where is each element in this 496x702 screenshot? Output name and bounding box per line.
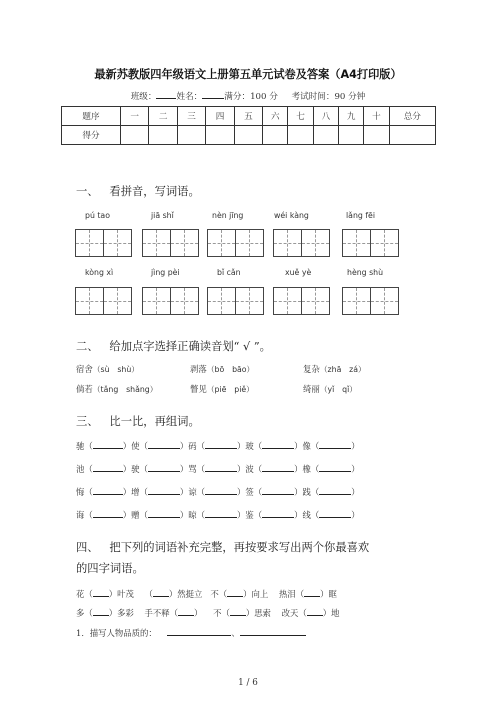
section-4-heading [76,539,369,555]
reading-choice [303,383,357,395]
answer-blank[interactable] [240,627,306,636]
writing-grid[interactable] [207,287,264,315]
section-number: 四、 [76,541,99,554]
compare-row: 诲（ ）赠（ ）晾（ ）鉴（ ）线（ ） [76,510,360,520]
writing-grid[interactable] [342,229,399,257]
answer-blank[interactable] [205,486,237,495]
page-number: 1 / 6 [238,678,258,688]
choice-word: 绮丽 [303,384,320,394]
class-blank [156,89,176,99]
section-title: 比一比，再组词。 [109,415,200,428]
char: 波 [245,464,254,474]
question-label: 1．描写人物品质的： [76,628,157,638]
score-cell [389,126,435,145]
answer-blank[interactable] [93,607,109,616]
writing-grid[interactable] [75,229,132,257]
score-table-header [62,107,436,126]
compare-row: 驰（ ）使（ ）码（ ）玻（ ）像（ ） [76,441,360,451]
char: 橡 [302,464,311,474]
answer-blank[interactable] [93,588,109,597]
pinyin-label: jìng pèi [151,268,180,277]
answer-blank[interactable] [262,463,294,472]
name-blank [202,89,224,99]
reading-choice [303,363,366,375]
char: 骂 [188,464,197,474]
section-1-heading [76,183,200,199]
answer-blank[interactable] [262,486,294,495]
answer-blank[interactable] [205,509,237,518]
char: 驰 [76,441,85,451]
score-cell [234,126,262,145]
header-cell: 一 [120,107,148,126]
exam-info [0,89,496,102]
answer-blank[interactable] [230,607,246,616]
char: 码 [188,441,197,451]
choice-word: 复杂 [303,364,320,374]
header-cell: 三 [177,107,205,126]
answer-blank[interactable] [319,486,351,495]
char: 线 [302,510,311,520]
answer-blank[interactable] [148,463,180,472]
idiom-part: 思索 [254,608,271,618]
choice-word: 瞥见 [190,384,207,394]
answer-blank[interactable] [93,509,123,518]
choice-options[interactable]: （sù shù） [92,365,140,374]
answer-blank[interactable] [93,463,123,472]
score-label: 满分：100 分 [224,92,278,102]
name-label: 姓名： [176,92,203,102]
score-cell [339,126,364,145]
score-cell [149,126,177,145]
score-cell [263,126,288,145]
answer-blank[interactable] [304,588,320,597]
answer-blank[interactable] [307,607,323,616]
reading-choice [190,383,254,395]
pinyin-label: nèn jīng [212,211,244,220]
section-number: 一、 [76,185,99,198]
section-number: 二、 [76,340,99,353]
section-number: 三、 [76,415,99,428]
answer-blank[interactable] [319,463,351,472]
char: 池 [76,464,85,474]
header-cell: 八 [313,107,338,126]
char: 践 [302,487,311,497]
char: 玻 [245,441,254,451]
section-2-heading [76,338,271,354]
section-3-heading [76,413,200,429]
idiom-part: 不 [213,608,222,618]
idiom-row: 花（ ）叶茂 （ ）然挺立 不（ ）向上 热泪（ ）眶 [76,589,337,599]
section-title: 把下列的词语补充完整，再按要求写出两个你最喜欢 [109,541,370,554]
section-4-heading-cont: 的四字词语。 [76,562,144,575]
pinyin-label: kòng xì [85,268,114,277]
header-cell: 二 [149,107,177,126]
choice-options[interactable]: （zhā zá） [319,365,366,374]
answer-blank[interactable] [227,588,243,597]
answer-blank[interactable] [148,509,180,518]
char: 驶 [131,464,140,474]
char: 悔 [76,487,85,497]
answer-blank[interactable] [319,440,351,449]
header-cell: 七 [288,107,313,126]
choice-options[interactable]: （yǐ qǐ） [319,385,358,394]
score-cell [120,126,148,145]
question-1 [76,627,306,639]
score-cell [313,126,338,145]
header-cell: 九 [339,107,364,126]
pinyin-label: lǎng fēi [346,211,376,220]
score-cell [364,126,389,145]
pinyin-label: pú tao [85,211,110,220]
compare-row: 悔（ ）增（ ）谅（ ）签（ ）践（ ） [76,487,360,497]
compare-row: 池（ ）驶（ ）骂（ ）波（ ）橡（ ） [76,464,360,474]
answer-blank[interactable] [205,463,237,472]
char: 鉴 [245,510,254,520]
section-title: 给加点字选择正确读音划“ √ ”。 [109,340,271,353]
char: 增 [131,487,140,497]
answer-blank[interactable] [262,440,294,449]
section-title: 看拼音，写词语。 [109,185,200,198]
answer-blank[interactable] [178,607,194,616]
answer-blank[interactable] [93,440,123,449]
pinyin-label: hèng shù [347,268,384,277]
writing-grid[interactable] [207,229,264,257]
reading-choice [190,363,254,375]
writing-grid[interactable] [273,287,330,315]
idiom-part: 花 [76,589,85,599]
idiom-part: 向上 [251,589,269,599]
score-table-row [62,126,436,145]
header-cell: 四 [206,107,234,126]
char: 像 [302,441,311,451]
header-cell: 六 [263,107,288,126]
idiom-part: 不 [210,589,219,599]
choice-options[interactable]: （piē piě） [206,385,254,394]
header-cell: 五 [234,107,262,126]
char: 签 [245,487,254,497]
pinyin-label: xuě yè [285,268,312,277]
reading-choice [76,363,139,375]
writing-grid[interactable] [273,229,330,257]
row-label: 得分 [62,126,121,145]
pinyin-label: jiā shǐ [151,211,174,220]
answer-blank[interactable] [319,509,351,518]
reading-choice [76,383,158,395]
pinyin-label: wéi kàng [274,211,309,220]
idiom-row: 多（ ）多彩 手不释（ ） 不（ ）思索 改天（ ）地 [76,608,340,618]
score-cell [177,126,205,145]
char: 使 [131,441,140,451]
answer-blank[interactable] [148,486,180,495]
char: 赠 [131,510,140,520]
char: 晾 [188,510,197,520]
answer-blank[interactable] [262,509,294,518]
writing-grid[interactable] [75,287,132,315]
char: 谅 [188,487,197,497]
score-table [61,106,436,145]
time-label: 考试时间：90 分钟 [291,92,366,102]
choice-word: 剥落 [190,364,207,374]
idiom-part: 眶 [328,589,337,599]
separator: 、 [231,628,240,638]
idiom-part: 多彩 [117,608,134,618]
answer-blank[interactable] [205,440,237,449]
idiom-part: 然挺立 [177,589,203,599]
idiom-part: 热泪 [278,589,296,599]
answer-blank[interactable] [148,440,180,449]
writing-grid[interactable] [142,229,199,257]
idiom-part: 多 [76,608,85,618]
answer-blank[interactable] [167,627,231,636]
choice-word: 宿舍 [76,364,93,374]
choice-options[interactable]: （tǎng shǎng） [92,385,158,394]
idiom-part: 改天 [281,608,299,618]
writing-grid[interactable] [342,287,399,315]
page-title: 最新苏教版四年级语文上册第五单元试卷及答案（A4打印版） [94,68,402,81]
idiom-part: 地 [331,608,340,618]
answer-blank[interactable] [93,486,123,495]
header-cell: 题序 [62,107,121,126]
char: 诲 [76,510,85,520]
idiom-part: 手不释 [144,608,170,618]
idiom-part: 叶茂 [117,589,134,599]
class-label: 班级： [130,92,157,102]
header-cell: 总分 [389,107,435,126]
answer-blank[interactable] [153,588,169,597]
header-cell: 十 [364,107,389,126]
score-cell [206,126,234,145]
writing-grid[interactable] [142,287,199,315]
choice-options[interactable]: （bō bāo） [206,365,255,374]
pinyin-label: bǐ cǎn [217,268,241,277]
score-cell [288,126,313,145]
choice-word: 倘若 [76,384,93,394]
